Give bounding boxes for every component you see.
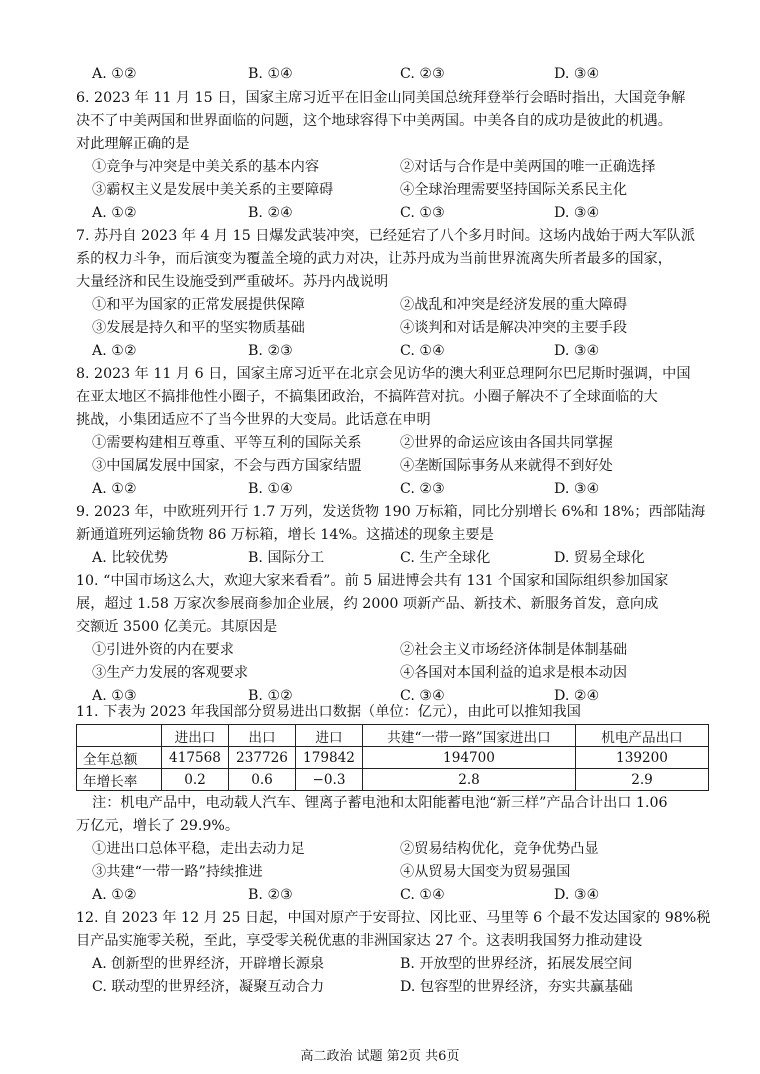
q11-note-line: 万亿元，增长了 29.9%。 (76, 818, 240, 834)
table-header-cell: 机电产品出口 (576, 725, 709, 747)
q7-option-c: C. ①④ (400, 343, 445, 359)
table-cell: 194700 (363, 747, 576, 769)
q8-stem-line: 8. 2023 年 11 月 6 日，国家主席习近平在北京会见访华的澳大利亚总理阿尔巴尼斯时强调，中国 (76, 366, 691, 382)
q11-statement-4: ④从贸易大国变为贸易强国 (400, 864, 571, 880)
q7-option-b: B. ②③ (248, 343, 293, 359)
q11-option-d: D. ③④ (554, 887, 600, 903)
table-cell: 2.9 (576, 769, 709, 791)
q11-statement-3: ③共建“一带一路”持续推进 (92, 864, 263, 880)
q11-stem-line: 11. 下表为 2023 年我国部分贸易进出口数据（单位：亿元），由此可以推知我国 (76, 704, 581, 720)
q10-stem-line: 展，超过 1.58 万家次参展商参加企业展，约 2000 项新产品、新技术、新服务首发，意向成 (76, 596, 659, 612)
q6-statement-3: ③霸权主义是发展中美关系的主要障碍 (92, 182, 334, 198)
q6-stem-line: 6. 2023 年 11 月 15 日，国家主席习近平在旧金山同美国总统拜登举行会晤时指出，大国竞争解 (76, 90, 686, 106)
q11-option-b: B. ②③ (248, 887, 293, 903)
q10-statement-4: ④各国对本国利益的追求是根本动因 (400, 665, 628, 681)
q8-stem-line: 挑战，小集团适应不了当今世界的大变局。此话意在申明 (76, 412, 431, 428)
q11-option-a: A. ①② (92, 887, 137, 903)
q6-option-c: C. ①③ (400, 205, 445, 221)
q9-stem-line: 9. 2023 年，中欧班列开行 1.7 万列，发送货物 190 万标箱，同比分别增长 6%和 18%；西部陆海 (76, 504, 706, 520)
q10-option-c: C. ③④ (400, 688, 445, 704)
table-cell: 2.8 (363, 769, 576, 791)
table-cell: 全年总额 (77, 747, 162, 769)
q8-stem-line: 在亚太地区不搞排他性小圈子，不搞集团政治，不搞阵营对抗。小圈子解决不了全球面临的大 (76, 389, 658, 405)
q12-stem-line: 目产品实施零关税，至此，享受零关税优惠的非洲国家达 27 个。这表明我国努力推动建设 (76, 933, 643, 949)
q10-stem-line: 交额近 3500 亿美元。其原因是 (76, 619, 278, 635)
q11-statement-2: ②贸易结构优化，竞争优势凸显 (400, 841, 599, 857)
q6-stem-line: 决不了中美两国和世界面临的问题，这个地球容得下中美两国。中美各自的成功是彼此的机遇。 (76, 113, 672, 129)
q5-option-b: B. ①④ (248, 66, 293, 82)
table-header-cell (77, 725, 162, 747)
q6-option-a: A. ①② (92, 205, 137, 221)
q8-statement-1: ①需要构建相互尊重、平等互利的国际关系 (92, 435, 362, 451)
q9-option-a: A. 比较优势 (92, 550, 169, 566)
q11-note-line: 注：机电产品中，电动载人汽车、锂离子蓄电池和太阳能蓄电池“新三样”产品合计出口 1.06 (92, 795, 668, 811)
q10-stem-line: 10. “中国市场这么大，欢迎大家来看看”。前 5 届进博会共有 131 个国家和国际组织参加国家 (76, 573, 669, 589)
q7-stem-line: 大量经济和民生设施受到严重破坏。苏丹内战说明 (76, 274, 389, 290)
q9-option-d: D. 贸易全球化 (554, 550, 645, 566)
q9-stem-line: 新通道班列运输货物 86 万标箱，增长 14%。这描述的现象主要是 (76, 527, 494, 543)
table-cell: 0.6 (229, 769, 296, 791)
table-header-cell: 进口 (296, 725, 363, 747)
q5-option-d: D. ③④ (554, 66, 600, 82)
q7-statement-3: ③发展是持久和平的坚实物质基础 (92, 320, 305, 336)
table-cell: 年增长率 (77, 769, 162, 791)
table-header-row (77, 725, 709, 747)
q10-option-d: D. ②④ (554, 688, 600, 704)
q6-option-d: D. ③④ (554, 205, 600, 221)
table-cell: −0.3 (296, 769, 363, 791)
q12-stem-line: 12. 自 2023 年 12 月 25 日起，中国对原产于安哥拉、冈比亚、马里等 6 个最不发达国家的 98%税 (76, 910, 711, 926)
table-cell: 179842 (296, 747, 363, 769)
q9-option-c: C. 生产全球化 (400, 550, 491, 566)
q12-option-b: B. 开放型的世界经济，拓展发展空间 (400, 956, 633, 972)
q10-option-a: A. ①③ (92, 688, 137, 704)
q6-stem-line: 对此理解正确的是 (76, 136, 190, 152)
q8-option-c: C. ②③ (400, 481, 445, 497)
q7-stem-line: 系的权力斗争，而后演变为覆盖全境的武力对决，让苏丹成为当前世界流离失所者最多的国家， (76, 251, 672, 267)
q7-statement-1: ①和平为国家的正常发展提供保障 (92, 297, 305, 313)
q8-option-a: A. ①② (92, 481, 137, 497)
table-cell: 139200 (576, 747, 709, 769)
q6-option-b: B. ②④ (248, 205, 293, 221)
q8-statement-4: ④垄断国际事务从来就得不到好处 (400, 458, 613, 474)
q9-option-b: B. 国际分工 (248, 550, 325, 566)
q7-stem-line: 7. 苏丹自 2023 年 4 月 15 日爆发武装冲突，已经延宕了八个多月时间。这场内战始于两大军队派 (76, 228, 696, 244)
q8-option-d: D. ③④ (554, 481, 600, 497)
q12-option-c: C. 联动型的世界经济，凝聚互动合力 (92, 979, 325, 995)
q5-option-a: A. ①② (92, 66, 137, 82)
q11-option-c: C. ①④ (400, 887, 445, 903)
q6-statement-4: ④全球治理需要坚持国际关系民主化 (400, 182, 628, 198)
table-header-cell: 共建“一带一路”国家进出口 (363, 725, 576, 747)
q7-option-a: A. ①② (92, 343, 137, 359)
page-footer: 高二政治 试题 第2页 共6页 (300, 1049, 460, 1064)
q10-option-b: B. ①② (248, 688, 293, 704)
trade-data-table (76, 724, 709, 791)
q8-option-b: B. ①④ (248, 481, 293, 497)
q10-statement-2: ②社会主义市场经济体制是体制基础 (400, 642, 628, 658)
table-row (77, 769, 709, 791)
q10-statement-1: ①引进外资的内在要求 (92, 642, 234, 658)
q8-statement-3: ③中国属发展中国家，不会与西方国家结盟 (92, 458, 362, 474)
q12-option-d: D. 包容型的世界经济，夯实共赢基础 (400, 979, 633, 995)
table-cell: 237726 (229, 747, 296, 769)
q12-option-a: A. 创新型的世界经济，开辟增长源泉 (92, 956, 325, 972)
q7-option-d: D. ③④ (554, 343, 600, 359)
q5-option-c: C. ②③ (400, 66, 445, 82)
table-header-cell: 进出口 (162, 725, 229, 747)
q6-statement-1: ①竞争与冲突是中美关系的基本内容 (92, 159, 320, 175)
table-header-cell: 出口 (229, 725, 296, 747)
table-cell: 417568 (162, 747, 229, 769)
q7-statement-2: ②战乱和冲突是经济发展的重大障碍 (400, 297, 628, 313)
q11-statement-1: ①进出口总体平稳，走出去动力足 (92, 841, 305, 857)
q8-statement-2: ②世界的命运应该由各国共同掌握 (400, 435, 613, 451)
q10-statement-3: ③生产力发展的客观要求 (92, 665, 249, 681)
table-cell: 0.2 (162, 769, 229, 791)
q6-statement-2: ②对话与合作是中美两国的唯一正确选择 (400, 159, 656, 175)
q7-statement-4: ④谈判和对话是解决冲突的主要手段 (400, 320, 628, 336)
table-row (77, 747, 709, 769)
